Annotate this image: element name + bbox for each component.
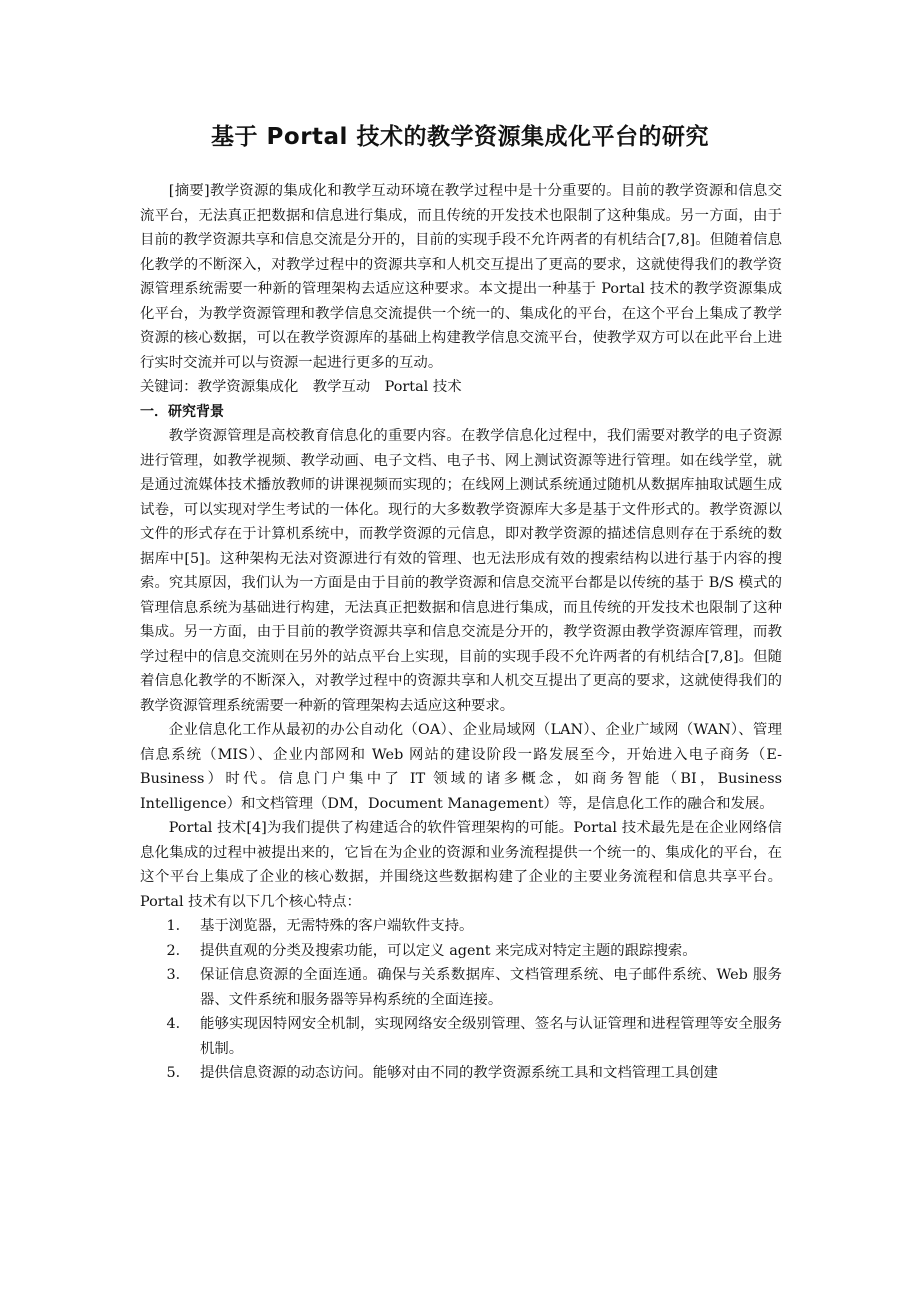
section-heading: 一．研究背景 (140, 403, 224, 420)
list-item-number: 5． (166, 1065, 190, 1081)
body-paragraph: 教学资源管理是高校教育信息化的重要内容。在教学信息化过程中，我们需要对教学的电子资源进行管理，如教学视频、教学动画、电子文档、电子书、网上测试资源等进行管理。如在线学堂，就是通过流媒体技术播放教师的讲课视频而实现的；在线网上测试系统通过随机从数据库抽取试题生成试卷，可以实现对学生考试的一体化。现行的大多数教学资源库大多是基于文件形式的。教学资源以文件的形式存在于计算机系统中，而教学资源的元信息，即对教学资源的描述信息则存在于系统的数据库中[5]。这种架构无法对资源进行有效的管理、也无法形成有效的搜索结构以进行基于内容的搜索。究其原因，我们认为一方面是由于目前的教学资源和信息交流平台都是以传统的基于 B/S 模式的管理信息系统为基础进行构建，无法真正把数据和信息进行集成，而且传统的开发技术也限制了这种集成。另一方面，由于目前的教学资源共享和信息交流是分开的，教学资源由教学资源库管理，而教学过程中的信息交流则在另外的站点平台上实现，目前的实现手段不允许两者的有机结合[7,8]。但随着信息化教学的不断深入，对教学过程中的资源共享和人机交互提出了更高的要求，这就使得我们的教学资源管理系统需要一种新的管理架构去适应这种要求。 (140, 428, 782, 714)
list-item (140, 1012, 782, 1061)
list-item-number: 2． (166, 942, 190, 959)
list-item (140, 939, 782, 964)
list-item-text: 提供直观的分类及搜索功能，可以定义 agent 来完成对特定主题的跟踪搜索。 (200, 942, 697, 959)
body-paragraph: Portal 技术[4]为我们提供了构建适合的软件管理架构的可能。Portal 技术最先是在企业网络信息化集成的过程中被提出来的，它旨在为企业的资源和业务流程提供一个统一的、集成化的平台，在这个平台上集成了企业的核心数据，并围绕这些数据构建了企业的主要业务流程和信息共享平台。Portal 技术有以下几个核心特点： (140, 820, 782, 910)
list-item-text: 基于浏览器，无需特殊的客户端软件支持。 (200, 918, 474, 934)
list-item (140, 1061, 782, 1086)
list-item-text: 提供信息资源的动态访问。能够对由不同的教学资源系统工具和文档管理工具创建 (200, 1065, 719, 1081)
body-paragraph: 企业信息化工作从最初的办公自动化（OA）、企业局域网（LAN）、企业广域网（WAN）、管理信息系统（MIS）、企业内部网和 Web 网站的建设阶段一路发展至今，开始进入电子商务（E-Business）时代。信息门户集中了 IT 领域的诸多概念，如商务智能（BI，Business Intelligence）和文档管理（DM，Document Management）等，是信息化工作的融合和发展。 (140, 722, 782, 812)
list-item-text: 能够实现因特网安全机制，实现网络安全级别管理、签名与认证管理和进程管理等安全服务机制。 (200, 1016, 782, 1057)
list-item (140, 914, 782, 939)
page-title: 基于 Portal 技术的教学资源集成化平台的研究 (211, 124, 709, 150)
keywords-line: 关键词：教学资源集成化 教学互动 Portal 技术 (140, 379, 462, 395)
list-item-number: 1． (166, 918, 190, 934)
list-item (140, 963, 782, 1012)
list-item-text: 保证信息资源的全面连通。确保与关系数据库、文档管理系统、电子邮件系统、Web 服务器、文件系统和服务器等异构系统的全面连接。 (200, 967, 782, 1008)
feature-list (140, 914, 782, 1086)
list-item-number: 4． (166, 1016, 190, 1032)
document-body (140, 179, 782, 1086)
abstract-paragraph: [摘要]教学资源的集成化和教学互动环境在教学过程中是十分重要的。目前的教学资源和信息交流平台，无法真正把数据和信息进行集成，而且传统的开发技术也限制了这种集成。另一方面，由于目前的教学资源共享和信息交流是分开的，目前的实现手段不允许两者的有机结合[7,8]。但随着信息化教学的不断深入，对教学过程中的资源共享和人机交互提出了更高的要求，这就使得我们的教学资源管理系统需要一种新的管理架构去适应这种要求。本文提出一种基于 Portal 技术的教学资源集成化平台，为教学资源管理和教学信息交流提供一个统一的、集成化的平台，在这个平台上集成了教学资源的核心数据，可以在教学资源库的基础上构建教学信息交流平台，使教学双方可以在此平台上进行实时交流并可以与资源一起进行更多的互动。 (140, 183, 782, 371)
list-item-number: 3． (166, 967, 190, 983)
